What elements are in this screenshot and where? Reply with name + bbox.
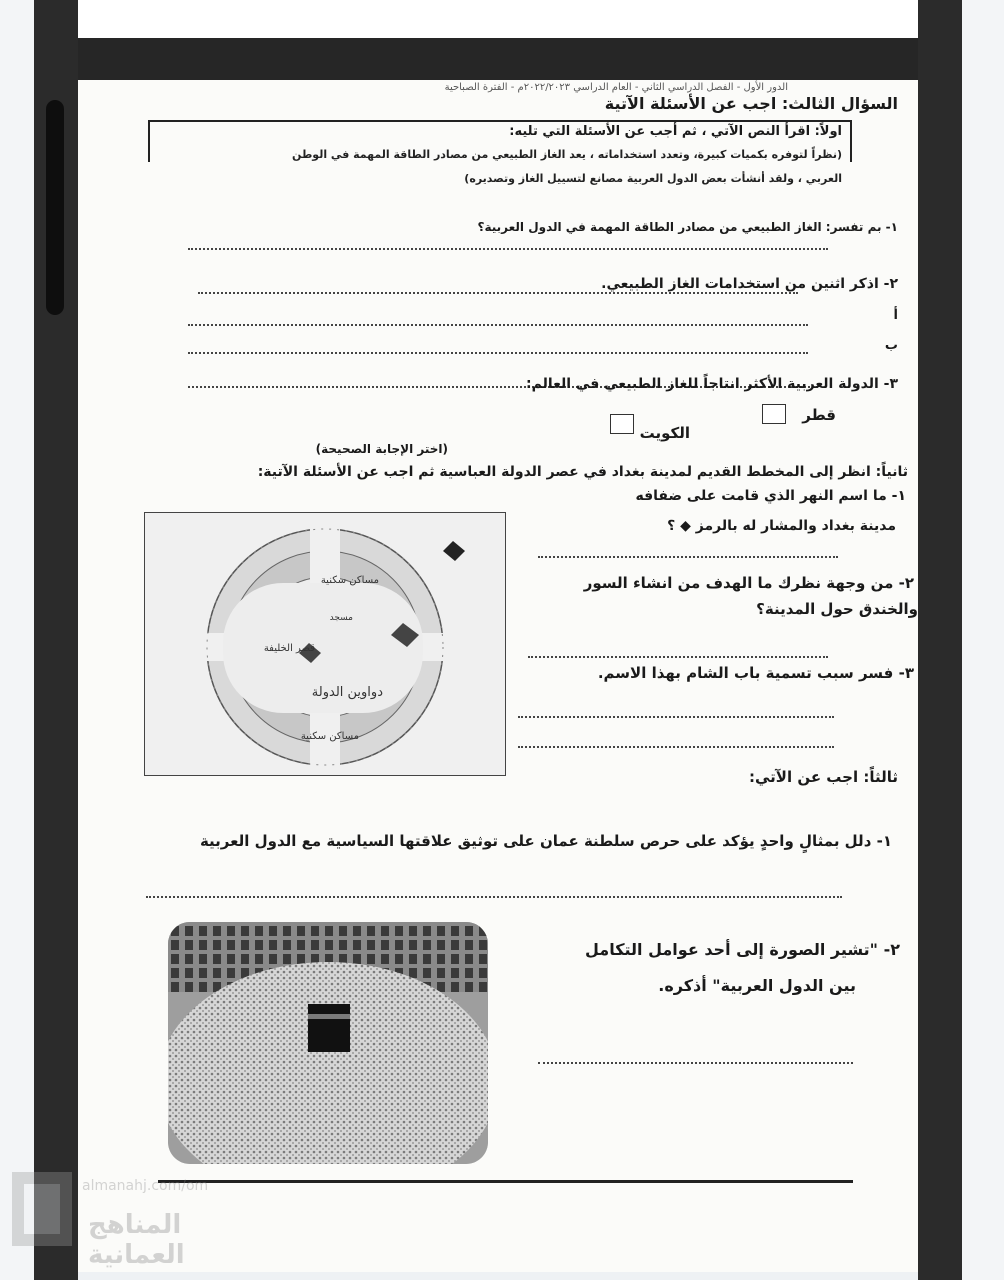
scrollbar-thumb[interactable]: [46, 100, 64, 315]
answer-line: [538, 1062, 853, 1064]
answer-line: [198, 292, 798, 294]
part1-q3: ٣- الدولة العربية الأكثر انتاجاً للغاز الطبيعي في العالم:: [526, 376, 898, 392]
page-separator: [78, 38, 918, 80]
answer-line: [188, 352, 808, 354]
map-label-palace: قصر الخليفة: [263, 643, 315, 654]
part1-q2: ٢- اذكر اثنين من استخدامات الغاز الطبيعي.: [601, 276, 898, 292]
passage-line-2: العربي ، ولقد أنشأت بعض الدول العربية مصانع لتسييل الغاز وتصديره): [464, 172, 842, 185]
answer-line: [538, 556, 838, 558]
baghdad-map-image: [144, 512, 506, 776]
kaaba-photo-drawing: [168, 922, 488, 1164]
exam-page: [78, 80, 918, 1272]
part3-q1: ١- دلل بمثالٍ واحدٍ يؤكد على حرص سلطنة عمان على توثيق علاقتها السياسية مع الدول العربية: [199, 832, 892, 850]
part1-instruction: اولاً: اقرأ النص الآتي ، ثم أجب عن الأسئلة التي تليه:: [509, 124, 842, 139]
map-label-residential-top: مساكن سكنية: [320, 575, 379, 586]
part3-q2-line2: بين الدول العربية" أذكره.: [658, 976, 856, 995]
viewer-right-frame: [918, 0, 962, 1280]
watermark-url: almanahj.com/om: [82, 1178, 209, 1194]
watermark: [12, 1172, 242, 1272]
option-kuwait-label: الكويت: [639, 424, 690, 442]
part2-q1-line2: مدينة بغداد والمشار له بالرمز ◆ ؟: [667, 518, 896, 534]
part1-q1: ١- بم تفسر: الغاز الطبيعي من مصادر الطاقة المهمة في الدول العربية؟: [477, 220, 898, 234]
option-qatar-checkbox[interactable]: [762, 404, 786, 424]
previous-page-bottom: [78, 0, 918, 38]
answer-line: [188, 324, 808, 326]
part2-q1-line1: ١- ما اسم النهر الذي قامت على ضفافه: [635, 488, 906, 504]
map-label-mosque: مسجد: [329, 613, 353, 623]
option-qatar-label: قطر: [802, 406, 836, 424]
option-kuwait-checkbox[interactable]: [610, 414, 634, 434]
answer-line: [518, 746, 834, 748]
answer-line: [528, 656, 828, 658]
answer-line: [518, 716, 834, 718]
page-footer-rule: [158, 1180, 853, 1183]
map-label-center: دواوين الدولة: [311, 685, 383, 700]
part1-q2-a: أ: [893, 308, 898, 323]
part2-q2-line2: والخندق حول المدينة؟: [756, 600, 918, 618]
header-meta: الدور الأول - الفصل الدراسي الثاني - العام الدراسي ٢٠٢٢/٢٠٢٣م - الفترة الصباحية: [444, 82, 788, 93]
map-label-residential-bottom: مساكن سكنية: [300, 731, 359, 742]
part3-instruction: ثالثاً: اجب عن الآتي:: [748, 768, 898, 786]
choose-note: (اختر الإجابة الصحيحة): [315, 442, 448, 456]
watermark-logo-inner: [24, 1184, 60, 1234]
viewer-right-margin: [962, 0, 1004, 1280]
answer-line: [146, 896, 842, 898]
part2-instruction: ثانياً: انظر إلى المخطط القديم لمدينة بغداد في عصر الدولة العباسية ثم اجب عن الأسئلة الآتية:: [257, 464, 908, 480]
part1-q2-b: ب: [884, 338, 898, 353]
part2-q2-line1: ٢- من وجهة نظرك ما الهدف من انشاء السور: [583, 574, 914, 592]
answer-line: [188, 248, 828, 250]
part2-q3: ٣- فسر سبب تسمية باب الشام بهذا الاسم.: [597, 664, 914, 682]
q3-title: السؤال الثالث: اجب عن الأسئلة الآتية: [604, 94, 898, 113]
viewer-left-margin: [0, 0, 34, 1280]
watermark-name: المناهج العمانية: [88, 1210, 185, 1270]
passage-line-1: (نظراً لتوفره بكميات كبيرة، وتعدد استخداماته ، يعد الغاز الطبيعي من مصادر الطاقة المهمة في الوطن: [292, 148, 842, 161]
part3-q2-line1: ٢- "تشير الصورة إلى أحد عوامل التكامل: [585, 940, 900, 959]
kaaba-photo: [168, 922, 488, 1164]
